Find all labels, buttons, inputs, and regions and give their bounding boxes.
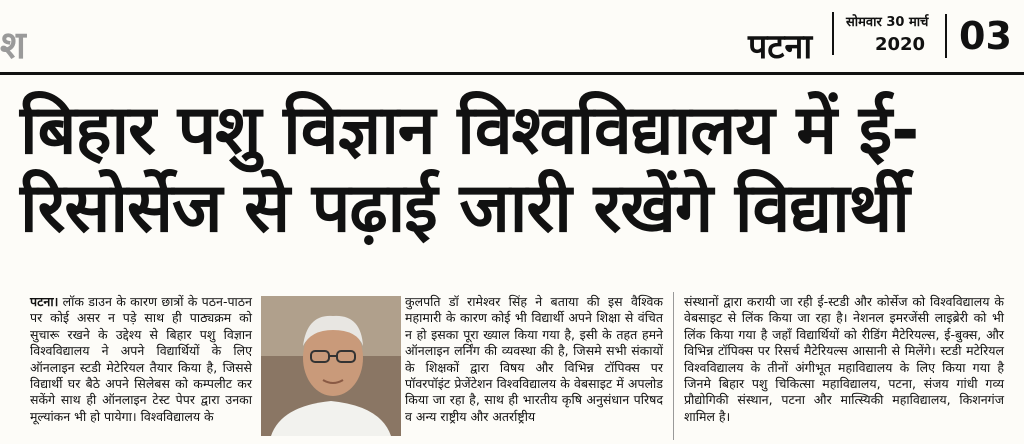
article-text-1: लॉक डाउन के कारण छात्रों के पठन-पाठन पर कोई असर न पड़े साथ ही पाठ्यक्रम को सुचारू रखने के उद्देश्य से बिहार पशु विज्ञान विश्वविद्यालय ने अपने विद्यार्थियों के लिए ऑनलाइन स्टडी मेटेरियल तैयार किया है, जिससे विद्यार्थी घर बैठे अपने सिलेबस को कम्पलीट कर सकेंगे साथ ही ऑनलाइन टेस्ट पेपर द्वारा उनका मूल्यांकन भी हो पायेगा। विश्वविद्यालय के bbox=[30, 294, 252, 424]
headline: बिहार पशु विज्ञान विश्वविद्यालय में ई-रिसोर्सेज से पढ़ाई जारी रखेंगे विद्यार्थी bbox=[20, 91, 919, 248]
city-name: पटना bbox=[748, 27, 813, 67]
masthead bbox=[0, 0, 1024, 74]
article-column-3: संस्थानों द्वारा करायी जा रही ई-स्टडी और कोर्सेज को विश्वविद्यालय के वेबसाइट से लिंक किया जा रहा है। नेशनल इमरजेंसी लाइब्रेरी को भी लिंक किया गया है जहाँ विद्यार्थियों को रीडिंग मैटेरियल्स, ई-बुक्स, और विभिन्न टॉपिक्स पर रिसर्च मैटेरियल्स आसानी से मिलेंगे। स्टडी मटेरियल विश्वविद्यालय के तीनों अंगीभूत महाविद्यालय के लिए किया गया है जिनमे बिहार पशु चिकित्सा महाविद्यालय, पटना, संजय गांधी गव्य प्रौद्योगिकी संस्थान, पटना और मात्स्यिकी महाविद्यालय, किशनगंज शामिल है। bbox=[684, 294, 1004, 424]
article-dateline: पटना। bbox=[30, 294, 59, 309]
masthead-rule bbox=[0, 72, 1024, 75]
portrait-photo bbox=[261, 296, 401, 436]
dateline: सोमवार 30 मार्च bbox=[846, 15, 929, 30]
date-box bbox=[832, 12, 954, 55]
article-column-1 bbox=[30, 294, 252, 425]
portrait-illustration bbox=[261, 296, 401, 436]
column-divider bbox=[673, 292, 674, 440]
masthead-fragment: श bbox=[0, 23, 26, 67]
year: 2020 bbox=[874, 34, 926, 55]
page-number: 03 bbox=[945, 14, 1012, 58]
article-column-2: कुलपति डॉ रामेश्वर सिंह ने बताया की इस वैश्विक महामारी के कारण कोई भी विद्यार्थी अपने शिक्षा से वंचित न हो इसका पूरा ख्याल किया गया है, इसी के तहत हमने ऑनलाइन लर्निंग की व्यवस्था की है, जिसमे सभी संकायों के शिक्षकों द्वारा विषय और विभिन्न टॉपिक्स पर पॉवरपॉइंट प्रेजेंटेशन विश्वविद्यालय के वेबसाइट में अपलोड किया जा रहा है, साथ ही भारतीय कृषि अनुसंधान परिषद व अन्य राष्ट्रीय और अतर्राष्ट्रीय bbox=[405, 294, 663, 424]
